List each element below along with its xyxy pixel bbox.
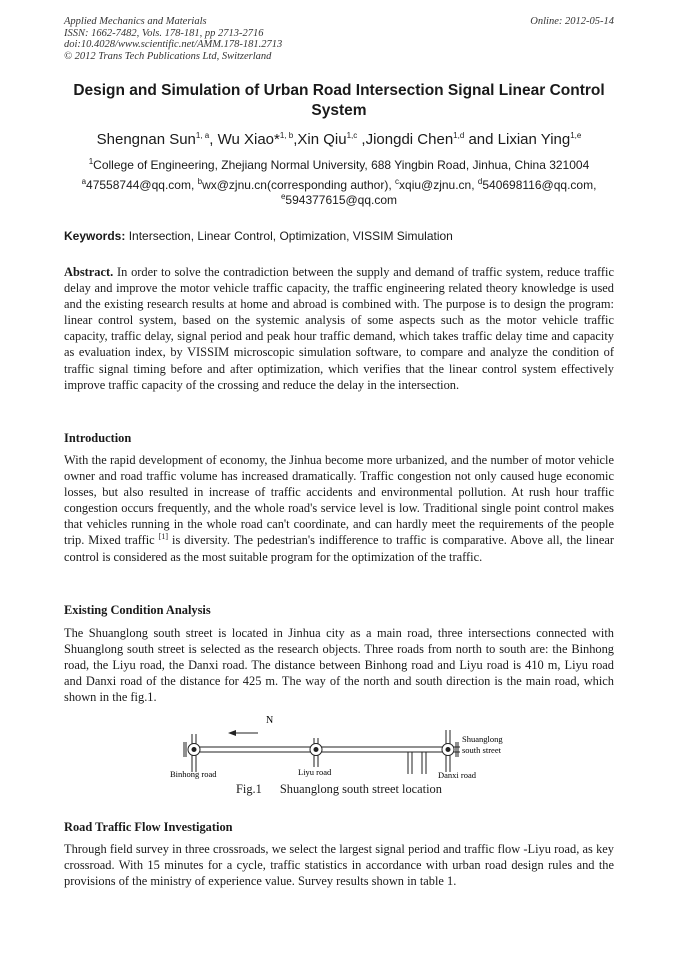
flow-heading: Road Traffic Flow Investigation bbox=[64, 820, 233, 834]
keywords bbox=[64, 229, 618, 244]
email-sup: c bbox=[395, 177, 400, 186]
introduction-heading: Introduction bbox=[64, 431, 132, 445]
email: xqiu@zjnu.cn, bbox=[399, 178, 478, 192]
issn-line: ISSN: 1662-7482, Vols. 178-181, pp 2713-2716 bbox=[64, 27, 264, 39]
liyu-intersection-dot bbox=[314, 747, 319, 752]
affiliation-text: College of Engineering, Zhejiang Normal University, 688 Yingbin Road, Jinhua, China 321004 bbox=[93, 158, 590, 172]
email-sup: a bbox=[81, 177, 87, 186]
author-sep: , bbox=[209, 131, 218, 148]
danxi-label: Danxi road bbox=[438, 770, 477, 780]
north-arrow-head bbox=[228, 730, 236, 736]
copyright-line: © 2012 Trans Tech Publications Ltd, Switzerland bbox=[64, 50, 272, 62]
author-sup: 1, b bbox=[279, 131, 294, 140]
author-sup: 1,e bbox=[570, 131, 582, 140]
intro-text-part: With the rapid development of economy, the Jinhua become more urbanized, and the number of motor vehicle owner and road traffic volume has increased dramatically. Traffic congestion not only caused huge economic losses, but also resulted in increase of traffic accidents and environmental pollution. At rush hour traffic congestion occurs frequently, and the whole road's service level is low. Traditional single point control makes that vehicles running in the whole road can't coordinate, and can hardly meet the requirements of the people trip. Mixed traffic bbox=[64, 453, 614, 548]
author-sup: 1,c bbox=[346, 131, 358, 140]
email-sup: e bbox=[280, 192, 286, 201]
existing-heading: Existing Condition Analysis bbox=[64, 603, 211, 617]
author: Wu Xiao* bbox=[217, 131, 280, 148]
affiliation-sup: 1 bbox=[88, 157, 94, 166]
author: Jiongdi Chen bbox=[365, 131, 454, 148]
flow-text: Through field survey in three crossroads, we select the largest signal period and traffic flow -Liyu road, as key crossroad. With 15 minutes for a cycle, traffic statistics in accordance with urban road design rules and the provisions of the ministry of experience value. Survey results shown in table 1. bbox=[64, 842, 614, 889]
binhong-label: Binhong road bbox=[170, 769, 217, 779]
figure-caption-label: Fig.1 bbox=[236, 782, 262, 796]
author-sep: and bbox=[464, 131, 498, 148]
introduction-text bbox=[64, 452, 614, 565]
street-label-line2: south street bbox=[462, 745, 501, 755]
email: 540698116@qq.com, bbox=[482, 178, 597, 192]
keywords-text: Intersection, Linear Control, Optimization, VISSIM Simulation bbox=[125, 229, 453, 243]
existing-text: The Shuanglong south street is located in Jinhua city as a main road, three intersections connected with Shuanglong south street is selected as the research objects. Three roads from north to south are: the Binhong road, the Liyu road, the Danxi road. The distance between Binhong road and Liyu road is 410 m, Liyu road and Danxi road of the distance for 425 m. The way of the north and south direction is the main road, which shown in the fig.1. bbox=[64, 626, 614, 705]
email-sup: d bbox=[477, 177, 483, 186]
paper-title: Design and Simulation of Urban Road Intersection Signal Linear Control System bbox=[73, 82, 605, 119]
journal-name: Applied Mechanics and Materials bbox=[64, 16, 207, 27]
liyu-label: Liyu road bbox=[298, 767, 332, 777]
email: wx@zjnu.cn(corresponding author), bbox=[202, 178, 396, 192]
north-label: N bbox=[266, 715, 274, 726]
intro-text-part: is diversity. The pedestrian's indifference to traffic is comparative. Above all, the linear control is considered as the most suitable program for the optimization of the traffic. bbox=[64, 533, 614, 564]
doi-line: doi:10.4028/www.scientific.net/AMM.178-181.2713 bbox=[64, 39, 283, 50]
citation: [1] bbox=[158, 532, 169, 542]
online-date: Online: 2012-05-14 bbox=[530, 16, 614, 27]
author-sup: 1,d bbox=[453, 131, 465, 140]
email: 47558744@qq.com, bbox=[86, 178, 198, 192]
author-sup: 1, a bbox=[195, 131, 210, 140]
author-sep: , bbox=[357, 131, 366, 148]
abstract bbox=[64, 264, 614, 393]
abstract-label: Abstract. bbox=[64, 265, 114, 279]
figure-caption bbox=[64, 782, 614, 797]
figure-road-map bbox=[160, 712, 520, 780]
journal-header bbox=[64, 16, 614, 62]
binhong-intersection-dot bbox=[192, 747, 197, 752]
author: Lixian Ying bbox=[497, 131, 571, 148]
author: Shengnan Sun bbox=[96, 131, 196, 148]
author-list bbox=[30, 130, 648, 150]
author-sep: , bbox=[293, 131, 298, 148]
email-list bbox=[58, 178, 620, 208]
abstract-text: In order to solve the contradiction between the supply and demand of traffic system, reduce traffic delay and improve the motor vehicle traffic capacity, the traffic engineering related theory knowledge is used and the existing research results at home and abroad is combined with. The purpose is to design the program: linear control system, based on the systemic analysis of some aspects such as the motor vehicle traffic capacity, traffic delay, signal period and peak hour traffic demand, which takes traffic delay time and capacity as evaluation index, by VISSIM microscopic simulation software, to compare and analyze the condition of traffic signal timing before and after optimization, which verifies that the linear control system effectively improve traffic capacity of the crossing and reduce the delay in the intersection. bbox=[64, 265, 614, 392]
affiliation bbox=[40, 157, 638, 173]
email: 594377615@qq.com bbox=[285, 193, 398, 207]
danxi-intersection-dot bbox=[446, 747, 451, 752]
figure-caption-text: Shuanglong south street location bbox=[279, 782, 442, 796]
author: Xin Qiu bbox=[297, 131, 347, 148]
street-label-line1: Shuanglong bbox=[462, 734, 503, 744]
keywords-label: Keywords: bbox=[64, 229, 126, 243]
email-sup: b bbox=[197, 177, 203, 186]
